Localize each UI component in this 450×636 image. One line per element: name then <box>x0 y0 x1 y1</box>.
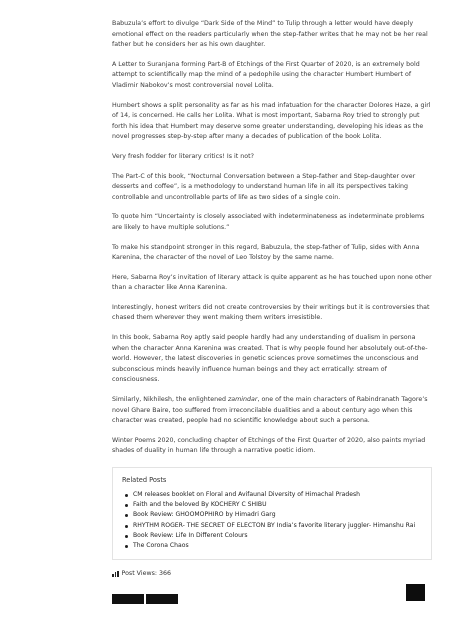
paragraph-text: Similarly, Nikhilesh, the enlightened <box>112 396 228 404</box>
post-views-label: Post Views: 366 <box>121 570 172 578</box>
article-paragraph: Here, Sabarna Roy’s invitation of literary attack is quite apparent as he has touched upon none other than a character like Anna Karenina. <box>112 273 432 292</box>
article-paragraph: Babuzula’s effort to divulge “Dark Side of the Mind” to Tulip through a letter would have deeply emotional effect on the readers particularly when the step-father writes that he may not be her real father but he considers her as his own daughter. <box>112 20 428 49</box>
article-content <box>112 19 432 577</box>
next-post-button[interactable] <box>146 594 178 604</box>
article-paragraph: To make his standpoint stronger in this regard, Babuzula, the step-father of Tulip, sides with Anna Karenina, the character of the novel of Leo Tolstoy by the same name. <box>112 243 420 262</box>
article-paragraph: A Letter to Suranjana forming Part-B of Etchings of the First Quarter of 2020, is an extremely bold attempt to scientifically map the mind of a pedophile using the character Humbert Humbert of Vladimir Nabokov’s most controversial novel Lolita. <box>112 60 420 89</box>
emphasized-word: zamindar <box>227 396 258 404</box>
article-paragraph: Winter Poems 2020, concluding chapter of Etchings of the First Quarter of 2020, also paints myriad shades of duality in human life through a narrative poetic idiom. <box>112 436 426 455</box>
article-paragraph <box>112 395 432 427</box>
article-paragraph: In this book, Sabarna Roy aptly said people hardly had any understanding of dualism in persona when the character Anna Karenina was created. That is why people found her absolutely out-of-the-world. However, the latest discoveries in genetic sciences prove sometimes the unconscious and subconscious minds heavily influence human beings and they act erratically: stream of consciousness. <box>112 334 428 384</box>
bar-chart-icon <box>112 571 119 577</box>
related-post-link[interactable]: The Corona Chaos <box>122 541 422 551</box>
related-post-link[interactable]: RHYTHM ROGER- THE SECRET OF ELECTON BY India’s favorite literary juggler- Himanshu Rai <box>122 521 422 531</box>
article-paragraph: Interestingly, honest writers did not create controversies by their writings but it is controversies that chased them wherever they went making them writers irresistible. <box>112 303 430 322</box>
article-paragraph: Humbert shows a split personality as far as his mad infatuation for the character Dolores Haze, a girl of 14, is concerned. He calls her Lolita. What is most important, Sabarna Roy tried to strongly put forth his idea that Humbert may deserve some greater understanding, developing his ideas as the novel progresses step-by-step after many a decades of publication of the book Lolita. <box>112 101 431 141</box>
related-post-link[interactable]: Faith and the beloved By KOCHERY C SHIBU <box>122 500 422 510</box>
article-paragraph: Very fresh fodder for literary critics! Is it not? <box>112 152 254 160</box>
post-navigation <box>112 594 178 604</box>
article-paragraph: To quote him “Uncertainty is closely associated with indeterminateness as indeterminate problems are likely to have multiple solutions.” <box>112 213 425 231</box>
related-post-link[interactable]: Book Review: Life In Different Colours <box>122 531 422 541</box>
related-posts-title: Related Posts <box>122 476 167 484</box>
related-posts-box <box>112 467 432 560</box>
previous-post-button[interactable] <box>112 594 144 604</box>
related-post-link[interactable]: CM releases booklet on Floral and Avifaunal Diversity of Himachal Pradesh <box>122 490 422 500</box>
post-views <box>112 570 432 577</box>
paragraph-text: , one of the main characters of Rabindranath Tagore’s novel Ghare Baire, too suffered from irreconcilable dualities and a about century ago when this character was created, people had no scientific knowledge about such a persona. <box>112 396 428 425</box>
related-posts-list <box>122 490 422 551</box>
scroll-to-top-button[interactable] <box>406 584 425 601</box>
article-paragraph: The Part-C of this book, “Nocturnal Conversation between a Step-father and Step-daughter over desserts and coffee”, is a methodology to understand human life in all its perspectives taking controllable and uncontrollable parts of life as two sides of a single coin. <box>112 172 416 201</box>
related-post-link[interactable]: Book Review: GHOOMOPHIRO by Himadri Garg <box>122 510 422 520</box>
